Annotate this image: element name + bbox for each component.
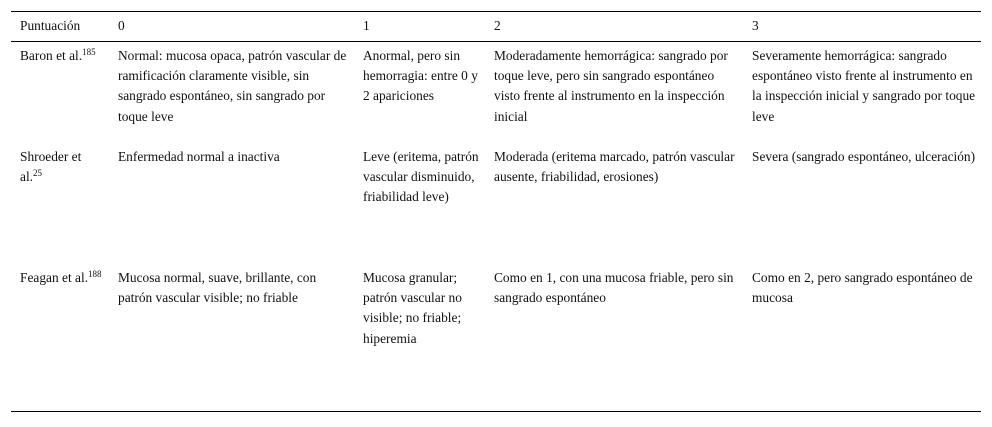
header-score-0: 0 (118, 18, 125, 34)
table-row (11, 147, 981, 268)
score-2-cell: Como en 1, con una mucosa friable, pero sin sangrado espontáneo (494, 270, 734, 306)
score-0-cell: Enfermedad normal a inactiva (118, 149, 280, 164)
score-1-cell: Anormal, pero sin hemorragia: entre 0 y 2 apariciones (363, 48, 478, 104)
score-2-cell: Moderada (eritema marcado, patrón vascular ausente, friabilidad, erosiones) (494, 149, 735, 185)
table-row (11, 42, 981, 148)
row-author-cell (11, 147, 109, 268)
author-name: Baron et al. (20, 48, 83, 63)
header-puntuacion: Puntuación (20, 18, 81, 34)
score-2-cell: Moderadamente hemorrágica: sangrado por toque leve, pero sin sangrado espontáneo visto frente al instrumento en la inspección inicial (494, 48, 728, 124)
score-3-cell: Como en 2, pero sangrado espontáneo de mucosa (752, 270, 973, 306)
author-name: Shroeder et al. (20, 149, 82, 185)
header-score-1: 1 (363, 18, 370, 34)
score-0-cell: Normal: mucosa opaca, patrón vascular de ramificación claramente visible, sin sangrado espontáneo, sin sangrado por toque leve (118, 48, 347, 124)
reference-number: 188 (88, 269, 102, 279)
row-author-cell (11, 42, 109, 148)
author-name: Feagan et al. (20, 270, 89, 285)
endoscopic-scoring-table (11, 11, 981, 412)
table-body (11, 42, 981, 412)
row-author-cell (11, 268, 109, 412)
reference-number: 185 (82, 47, 96, 57)
score-1-cell: Leve (eritema, patrón vascular disminuido, friabilidad leve) (363, 149, 479, 205)
score-0-cell: Mucosa normal, suave, brillante, con patrón vascular visible; no friable (118, 270, 317, 306)
score-3-cell: Severa (sangrado espontáneo, ulceración) (752, 149, 976, 164)
table-row (11, 268, 981, 412)
score-1-cell: Mucosa granular; patrón vascular no visible; no friable; hiperemia (363, 270, 462, 346)
table-header (11, 12, 981, 42)
header-row (11, 12, 981, 42)
score-3-cell: Severamente hemorrágica: sangrado espontáneo visto frente al instrumento en la inspección inicial y sangrado por toque leve (752, 48, 976, 124)
scoring-table-container (11, 11, 981, 412)
header-score-2: 2 (494, 18, 501, 34)
reference-number: 25 (33, 168, 43, 179)
header-score-3: 3 (752, 18, 759, 34)
